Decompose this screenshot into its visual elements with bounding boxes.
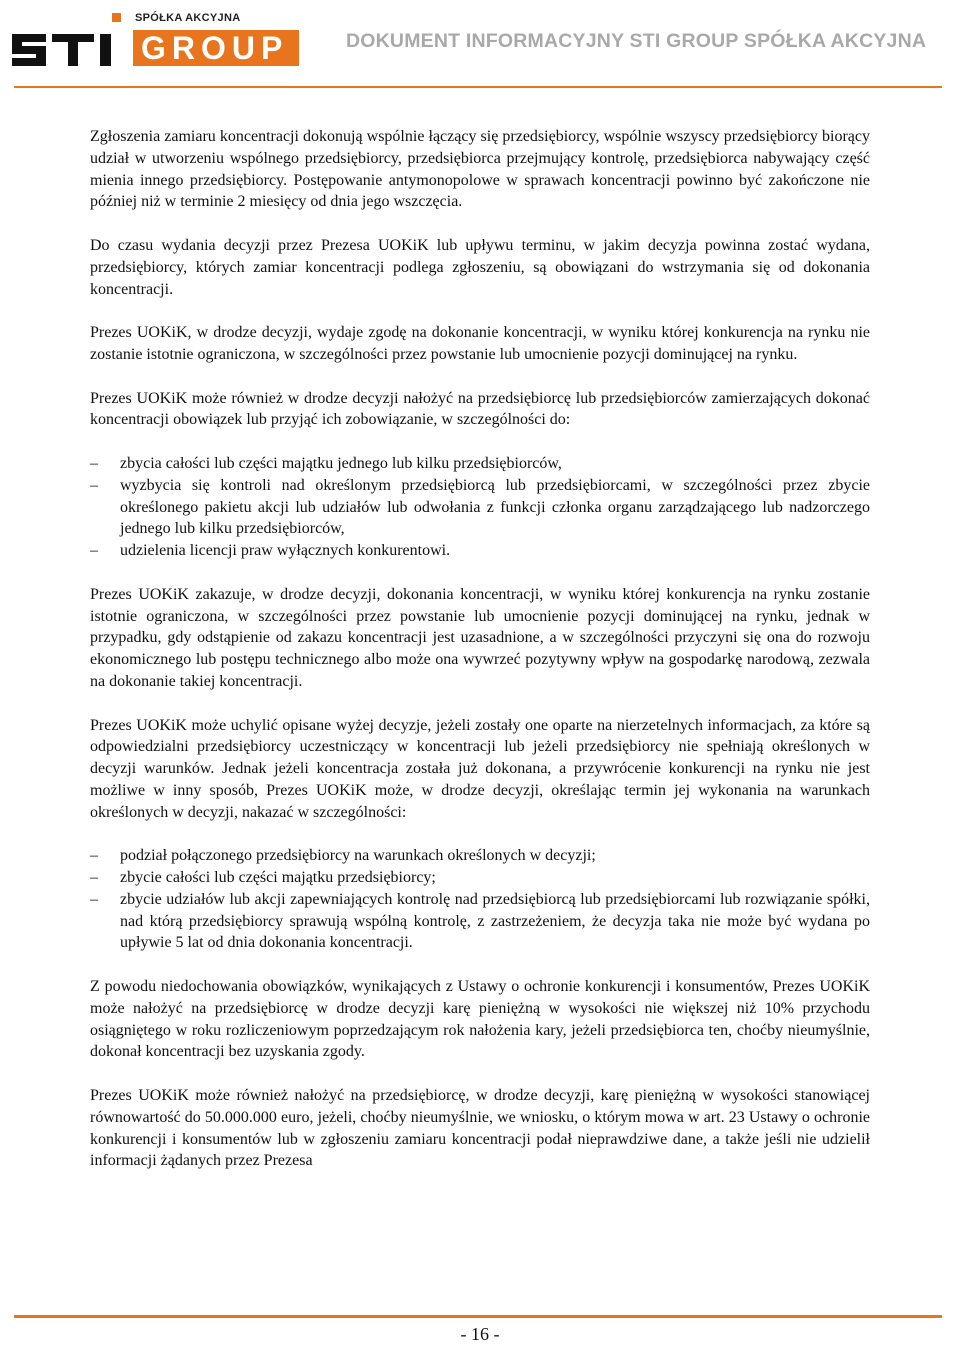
header-divider — [14, 86, 942, 88]
page-header — [0, 0, 960, 90]
page-number: - 16 - — [460, 1324, 500, 1344]
sti-logo-icon — [12, 30, 132, 70]
paragraph: Zgłoszenia zamiaru koncentracji dokonują wspólnie łączący się przedsiębiorcy, wspólnie wszyscy przedsiębiorcy biorący udział w utworzeniu wspólnego przedsiębiorcy, przedsiębiorca przejmujący kontrolę, przedsiębiorca nabywający część mienia innego przedsiębiorcy. Postępowanie antymonopolowe w sprawach koncentracji powinno być zakończone nie później niż w terminie 2 miesięcy od dnia jego wszczęcia. — [90, 128, 870, 211]
logo-group-text: GROUP — [133, 30, 299, 66]
list-item: – podział połączonego przedsiębiorcy na warunkach określonych w decyzji; — [90, 845, 870, 867]
list-item: – udzielenia licencji praw wyłącznych konkurentowi. — [90, 540, 870, 562]
logo-accent-square — [112, 13, 121, 22]
paragraph: Prezes UOKiK może uchylić opisane wyżej decyzje, jeżeli zostały one oparte na nierzetelnych informacjach, za które są odpowiedzialni przedsiębiorcy uczestniczący w koncentracji lub jeżeli przedsiębiorcy nie spełniają określonych w decyzji warunków. Jednak jeżeli koncentracja została już dokonana, a przywrócenie konkurencji na rynku nie jest możliwe w inny sposób, Prezes UOKiK może, w drodze decyzji, określając termin jej wykonania na warunkach określonych w decyzji, nakazać w szczególności: — [90, 716, 870, 821]
paragraph: Do czasu wydania decyzji przez Prezesa UOKiK lub upływu terminu, w jakim decyzja powinna zostać wydana, przedsiębiorcy, których zamiar koncentracji podlega zgłoszeniu, są obowiązani do wstrzymania się od dokonania koncentracji. — [90, 236, 870, 298]
list-item: – zbycie całości lub części majątku przedsiębiorcy; — [90, 867, 870, 889]
paragraph: Prezes UOKiK zakazuje, w drodze decyzji, dokonania koncentracji, w wyniku której konkurencja na rynku zostanie istotnie ograniczona, w szczególności przez powstanie lub umocnienie pozycji dominującej na rynku, jednak w przypadku, gdy odstąpienie od zakazu koncentracji jest uzasadnione, a w szczególności przyczyni się ona do rozwoju ekonomicznego lub postępu technicznego albo może ona wywrzeć pozytywny wpływ na gospodarkę narodową, zezwala na dokonanie takiej koncentracji. — [90, 585, 870, 690]
paragraph: Prezes UOKiK, w drodze decyzji, wydaje zgodę na dokonanie koncentracji, w wyniku której konkurencja na rynku nie zostanie istotnie ograniczona, w szczególności przez powstanie lub umocnienie pozycji dominującej na rynku. — [90, 324, 870, 363]
paragraph: Prezes UOKiK może również nałożyć na przedsiębiorcę, w drodze decyzji, karę pieniężną w wysokości stanowiącej równowartość do 50.000.000 euro, jeżeli, choćby nieumyślnie, we wniosku, o którym mowa w art. 23 Ustawy o ochronie konkurencji i konsumentów lub w zgłoszeniu zamiaru koncentracji podał nieprawdziwe dane, a także jeśli nie udzielił informacji żądanych przez Prezesa — [90, 1087, 870, 1170]
list-item: – wyzbycia się kontroli nad określonym przedsiębiorcą lub przedsiębiorcami, w szczególności przez zbycie określonego pakietu akcji lub udziałów lub odwołania z funkcji członka organu zarządzającego lub nadzorczego jednego lub kilku przedsiębiorców, — [90, 475, 870, 540]
list-item: – zbycia całości lub części majątku jednego lub kilku przedsiębiorców, — [90, 453, 870, 475]
document-title: DOKUMENT INFORMACYJNY STI GROUP SPÓŁKA AKCYJNA — [346, 30, 927, 52]
footer-divider — [14, 1315, 942, 1318]
obligations-list — [90, 453, 870, 562]
logo-subtitle: SPÓŁKA AKCYJNA — [135, 12, 241, 24]
list-item: – zbycie udziałów lub akcji zapewniających kontrolę nad przedsiębiorcą lub przedsiębiorcami lub rozwiązanie spółki, nad którą przedsiębiorcy sprawują wspólną kontrolę, z zastrzeżeniem, że decyzja taka nie może być wydana po upływie 5 lat od dnia dokonania koncentracji. — [90, 889, 870, 954]
paragraph: Z powodu niedochowania obowiązków, wynikających z Ustawy o ochronie konkurencji i konsumentów, Prezes UOKiK może nałożyć na przedsiębiorcę w drodze decyzji karę pieniężną w wysokości nie większej niż 10% przychodu osiągniętego w roku rozliczeniowym poprzedzającym rok nałożenia kary, jeżeli przedsiębiorca ten, choćby nieumyślnie, dokonał koncentracji bez uzyskania zgody. — [90, 978, 870, 1061]
document-body — [90, 126, 870, 1194]
orders-list — [90, 845, 870, 954]
paragraph: Prezes UOKiK może również w drodze decyzji nałożyć na przedsiębiorcę lub przedsiębiorców zamierzających dokonać koncentracji obowiązek lub przyjąć ich zobowiązanie, w szczególności do: — [90, 389, 870, 429]
